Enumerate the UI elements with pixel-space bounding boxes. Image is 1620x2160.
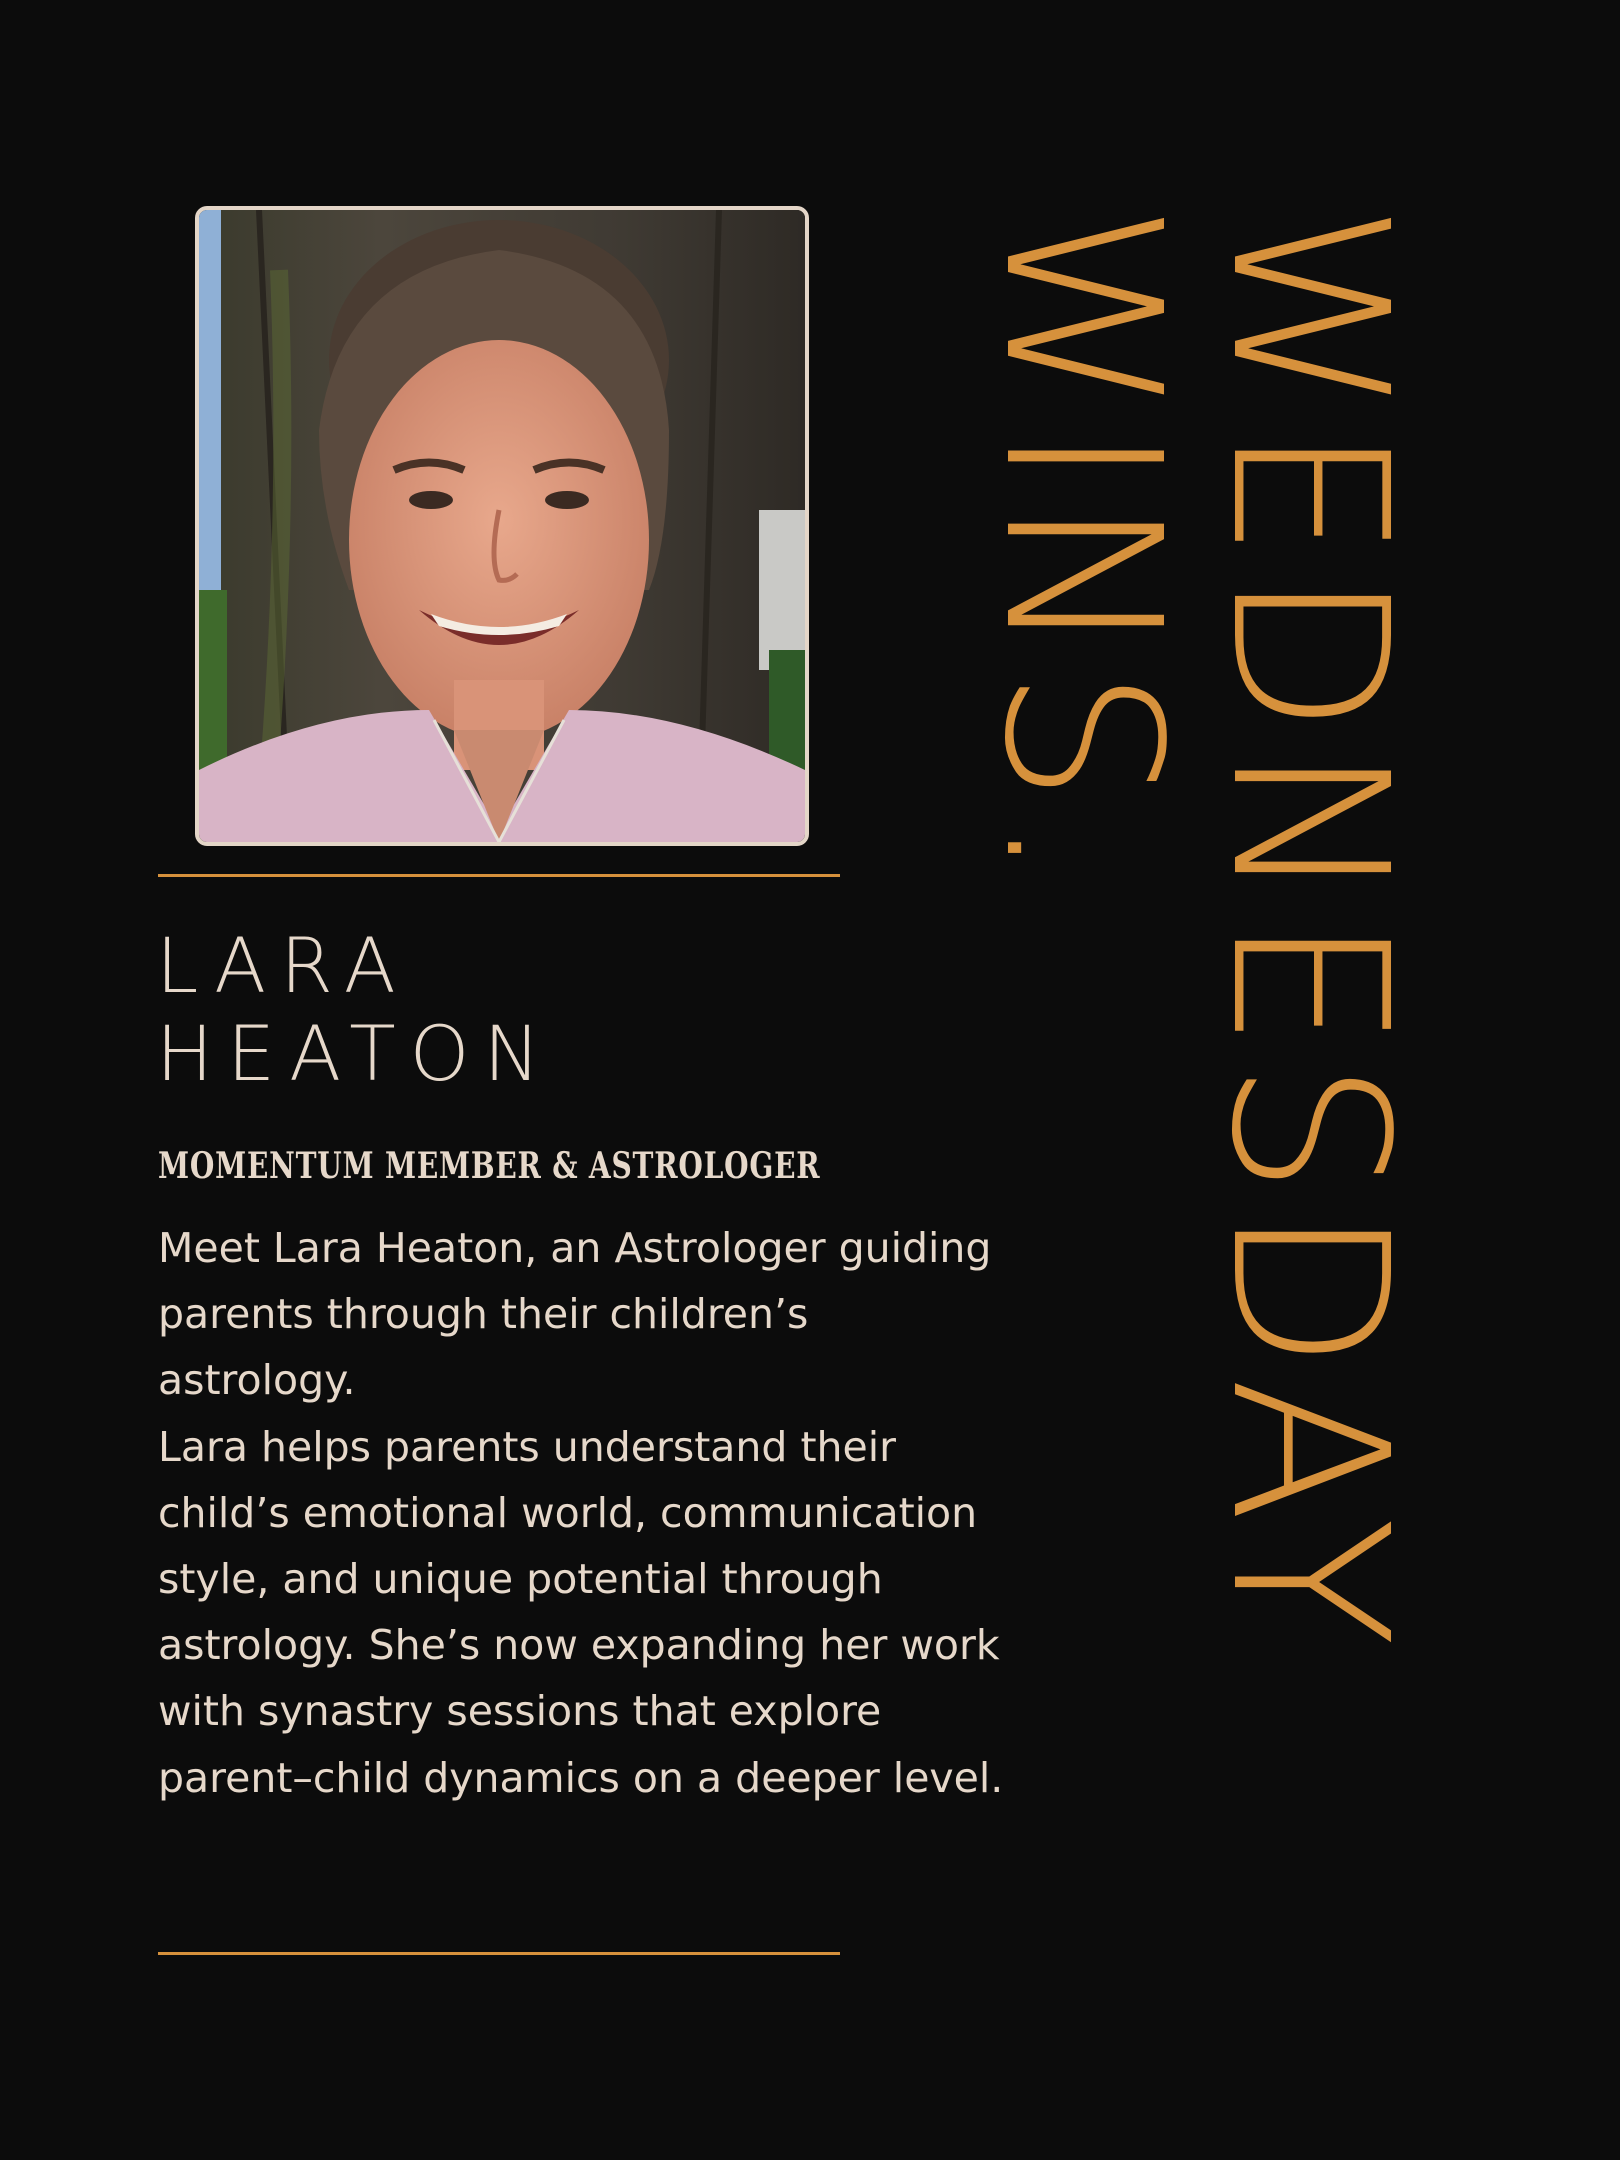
profile-name [156, 922, 554, 1098]
heading-wednesday: WEDNESDAY [1184, 203, 1433, 1658]
divider-top [158, 874, 840, 877]
divider-bottom [158, 1952, 840, 1955]
bio-paragraph-2: Lara helps parents understand their child’s emotional world, communication style, and unique potential through astrology. She’s now expanding her work with synastry sessions that explore parent–child dynamics on a deeper level. [158, 1422, 1004, 1802]
bio-paragraph-1: Meet Lara Heaton, an Astrologer guiding parents through their children’s astrology. [158, 1224, 992, 1405]
profile-role: MOMENTUM MEMBER & ASTROLOGER [158, 1145, 821, 1187]
profile-bio [158, 1215, 1018, 1811]
heading-wins: WINS. [957, 203, 1206, 892]
last-name: HEATON [156, 1009, 555, 1098]
profile-photo [195, 206, 809, 846]
first-name: LARA [156, 921, 410, 1010]
portrait-illustration [199, 210, 805, 842]
